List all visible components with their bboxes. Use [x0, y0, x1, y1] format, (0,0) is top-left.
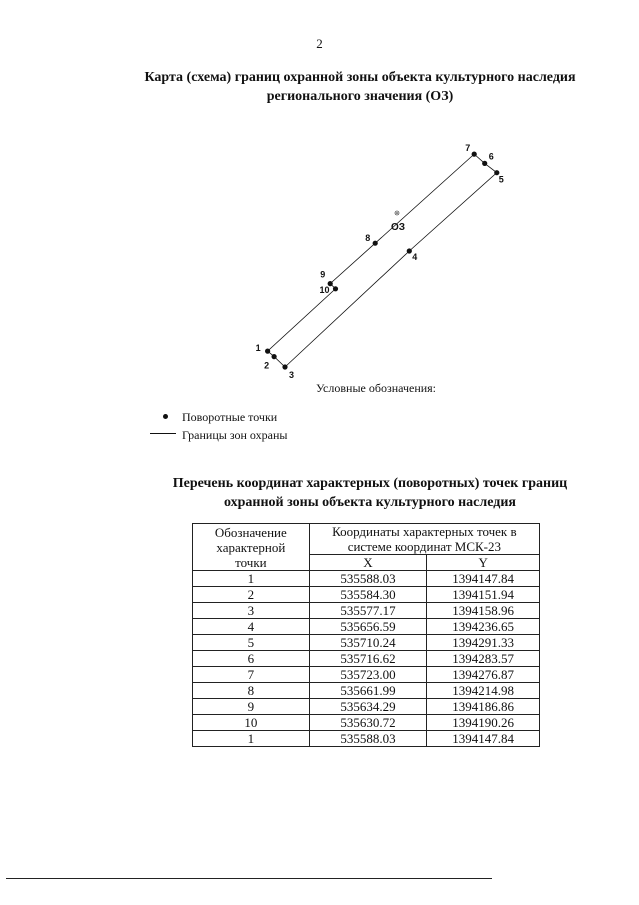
coordinates-table [192, 523, 540, 747]
zone-marker [395, 211, 399, 215]
point-cell: 2 [193, 587, 310, 603]
legend-label: Границы зон охраны [182, 428, 288, 442]
turning-point-1 [265, 349, 270, 354]
point-label-8: 8 [365, 233, 371, 244]
table-row [193, 603, 540, 619]
table-row [193, 699, 540, 715]
turning-point-8 [373, 241, 378, 246]
x-column-header: X [309, 555, 427, 571]
x-cell: 535584.30 [309, 587, 427, 603]
table-row [193, 619, 540, 635]
y-column-header: Y [427, 555, 540, 571]
table-row [193, 731, 540, 747]
map-title-line-2: регионального значения (ОЗ) [266, 89, 454, 104]
point-cell: 1 [193, 571, 310, 587]
point-label-10: 10 [319, 284, 330, 295]
y-cell: 1394291.33 [427, 635, 540, 651]
y-cell: 1394147.84 [427, 571, 540, 587]
table-row [193, 635, 540, 651]
y-cell: 1394186.86 [427, 699, 540, 715]
y-cell: 1394190.26 [427, 715, 540, 731]
y-cell: 1394147.84 [427, 731, 540, 747]
boundary-map [0, 0, 639, 400]
point-column-header: Обозначение характерной точки [193, 524, 310, 571]
turning-point-4 [407, 248, 412, 253]
x-cell: 535716.62 [309, 651, 427, 667]
table-title-line-1: Перечень координат характерных (поворотных) точек границ [172, 476, 568, 491]
point-label-9: 9 [320, 269, 326, 280]
dot-symbol-icon [150, 412, 182, 424]
x-cell: 535656.59 [309, 619, 427, 635]
point-cell: 10 [193, 715, 310, 731]
turning-point-7 [472, 152, 477, 157]
table-row [193, 683, 540, 699]
point-label-5: 5 [498, 174, 504, 185]
x-cell: 535661.99 [309, 683, 427, 699]
turning-point-3 [282, 364, 287, 369]
y-cell: 1394276.87 [427, 667, 540, 683]
turning-point-6 [482, 161, 487, 166]
point-label-4: 4 [412, 252, 418, 262]
x-cell: 535577.17 [309, 603, 427, 619]
legend-label: Поворотные точки [182, 410, 278, 424]
line-symbol-icon [150, 430, 182, 442]
turning-point-2 [272, 354, 277, 359]
point-cell: 3 [193, 603, 310, 619]
table-row [193, 571, 540, 587]
point-cell: 7 [193, 667, 310, 683]
turning-point-10 [333, 286, 338, 291]
point-label-6: 6 [488, 151, 494, 162]
point-label-1: 1 [255, 343, 261, 354]
x-cell: 535710.24 [309, 635, 427, 651]
point-cell: 1 [193, 731, 310, 747]
coordinates-group-header: Координаты характерных точек в системе координат МСК-23 [309, 524, 539, 555]
table-row [193, 715, 540, 731]
point-cell: 9 [193, 699, 310, 715]
y-cell: 1394283.57 [427, 651, 540, 667]
y-cell: 1394214.98 [427, 683, 540, 699]
table-row [193, 667, 540, 683]
point-cell: 5 [193, 635, 310, 651]
x-cell: 535588.03 [309, 571, 427, 587]
table-row [193, 651, 540, 667]
y-cell: 1394151.94 [427, 587, 540, 603]
bottom-rule [6, 878, 492, 879]
zone-boundary [268, 154, 497, 367]
legend-heading: Условные обозначения: [316, 381, 437, 395]
page-number: 2 [316, 36, 323, 51]
point-cell: 6 [193, 651, 310, 667]
y-cell: 1394236.65 [427, 619, 540, 635]
legend-item-turning-points [150, 410, 277, 425]
map-title-line-1: Карта (схема) границ охранной зоны объекта культурного наследия [144, 70, 576, 85]
point-label-3: 3 [289, 370, 295, 380]
x-cell: 535588.03 [309, 731, 427, 747]
table-row [193, 587, 540, 603]
y-cell: 1394158.96 [427, 603, 540, 619]
table-title-line-2: охранной зоны объекта культурного наследия [223, 495, 516, 510]
x-cell: 535634.29 [309, 699, 427, 715]
x-cell: 535723.00 [309, 667, 427, 683]
point-label-7: 7 [465, 143, 471, 154]
x-cell: 535630.72 [309, 715, 427, 731]
point-label-2: 2 [264, 360, 270, 371]
point-cell: 8 [193, 683, 310, 699]
table-title [140, 474, 600, 512]
point-cell: 4 [193, 619, 310, 635]
zone-label: ОЗ [391, 222, 406, 233]
legend-item-boundaries [150, 428, 287, 443]
